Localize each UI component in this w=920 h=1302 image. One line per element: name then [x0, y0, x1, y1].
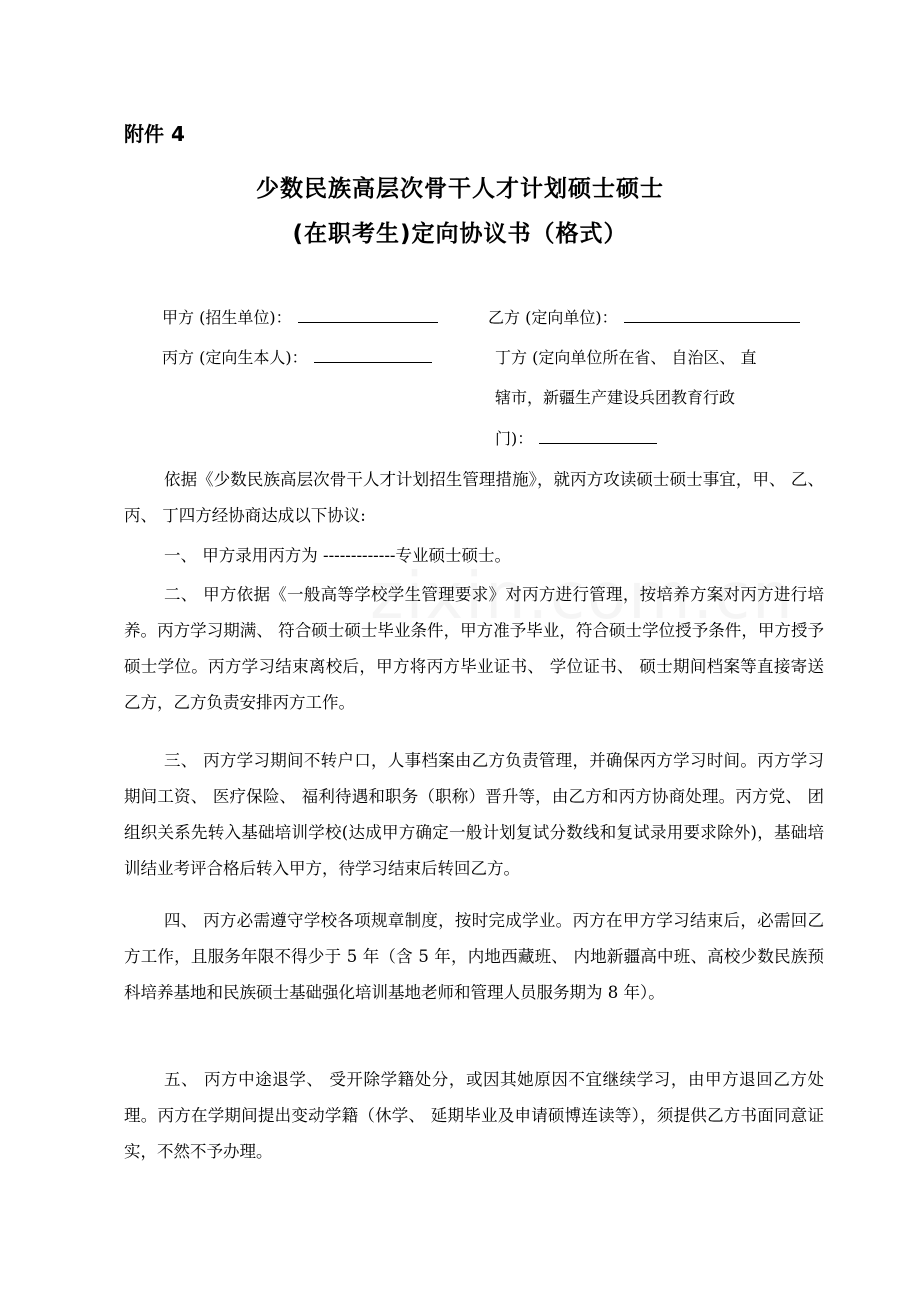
document-title-line2: (在职考生)定向协议书（格式） — [292, 221, 628, 247]
party-d-blank — [539, 429, 657, 444]
party-b-label: 乙方 (定向单位)： — [488, 308, 618, 327]
party-d-line1: 丁方 (定向单位所在省、 自治区、 直 — [495, 348, 757, 367]
party-a-label: 甲方 (招生单位)： — [162, 308, 292, 327]
paragraph-clause-3: 三、 丙方学习期间不转户口，人事档案由乙方负责管理，并确保丙方学习时间。丙方学习期间工资、 医疗保险、 福利待遇和职务（职称）晋升等，由乙方和丙方协商处理。丙方党、 团组织关系先转入基础培训学校(达成甲方确定一般计划复试分数线和复试录用要求除外)，基础培训结业考评合格后转入甲方，待学习结束后转回乙方。 — [124, 751, 824, 878]
document-title-line1: 少数民族高层次骨干人才计划硕士硕士 — [256, 176, 664, 202]
party-d-field — [495, 426, 657, 449]
party-c-blank — [314, 348, 432, 363]
party-b-field — [488, 305, 800, 328]
party-d-label: 门)： — [495, 429, 534, 448]
party-c-label: 丙方 (定向生本人)： — [162, 348, 308, 367]
paragraph-clause-5: 五、 丙方中途退学、 受开除学籍处分，或因其她原因不宜继续学习，由甲方退回乙方处理。丙方在学期间提出变动学籍（休学、 延期毕业及申请硕博连读等），须提供乙方书面同意证实，不然不予办理。 — [124, 1070, 824, 1161]
party-a-field — [162, 305, 438, 328]
paragraph-preamble: 依据《少数民族高层次骨干人才计划招生管理措施》，就丙方攻读硕士硕士事宜，甲、 乙、 丙、 丁四方经协商达成以下协议: — [124, 470, 824, 525]
paragraph-clause-2: 二、 甲方依据《一般高等学校学生管理要求》对丙方进行管理，按培养方案对丙方进行培养。丙方学习期满、 符合硕士硕士毕业条件，甲方准予毕业，符合硕士学位授予条件，甲方授予硕士学位。丙方学习结束离校后，甲方将丙方毕业证书、 学位证书、 硕士期间档案等直接寄送乙方，乙方负责安排丙方工作。 — [124, 585, 824, 712]
party-d-line2: 辖市，新疆生产建设兵团教育行政 — [495, 388, 736, 407]
attachment-label: 附件 4 — [124, 122, 185, 146]
paragraph-clause-1: 一、 甲方录用丙方为 -------------专业硕士硕士。 — [164, 546, 511, 565]
paragraph-clause-4: 四、 丙方必需遵守学校各项规章制度，按时完成学业。丙方在甲方学习结束后，必需回乙方工作，且服务年限不得少于 5 年（含 5 年，内地西藏班、 内地新疆高中班、高校少数民族预科培养基地和民族硕士基础强化培训基地老师和管理人员服务期为 8 年）。 — [124, 911, 824, 1002]
party-b-blank — [624, 308, 800, 323]
party-c-field — [162, 345, 432, 368]
party-a-blank — [298, 308, 438, 323]
